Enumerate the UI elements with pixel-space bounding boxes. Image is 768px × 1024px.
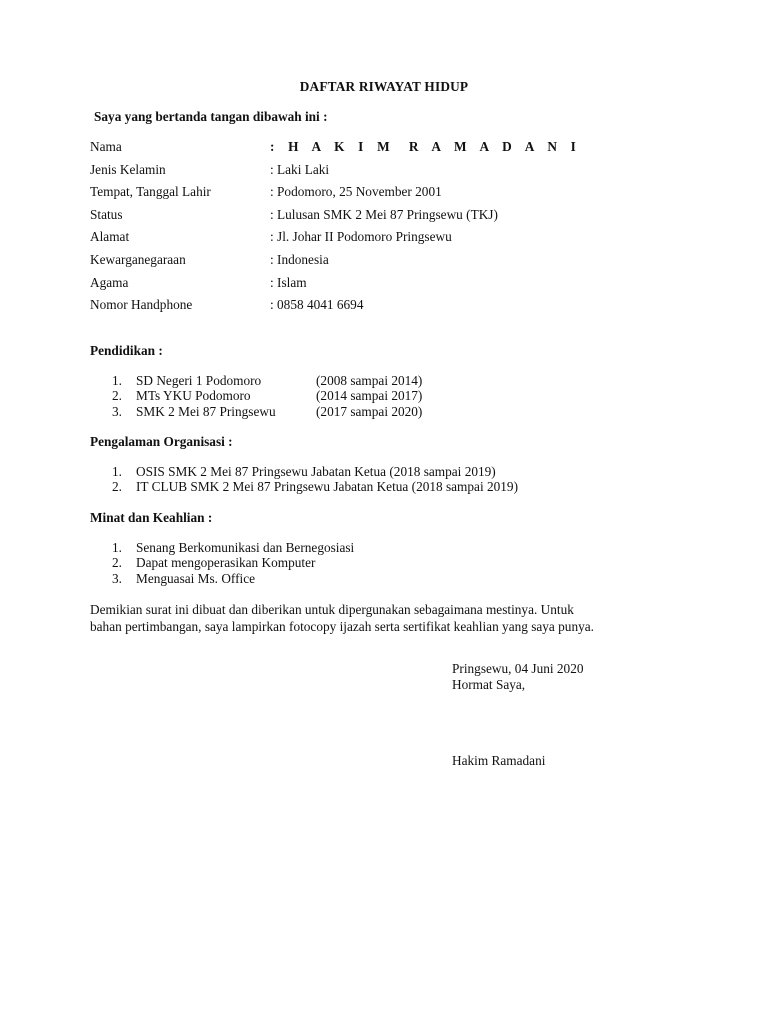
value-text: Jl. Johar II Podomoro Pringsewu — [277, 229, 452, 245]
signature-place-date: Pringsewu, 04 Juni 2020 — [452, 661, 584, 676]
school-name: MTs YKU Podomoro — [136, 388, 251, 404]
signature-greeting: Hormat Saya, — [452, 677, 526, 692]
separator: : — [270, 274, 274, 290]
personal-label: Status — [90, 206, 123, 222]
personal-label: Nama — [90, 139, 122, 154]
list-number: 1. — [112, 540, 122, 555]
list-text: Senang Berkomunikasi dan Bernegosiasi — [136, 540, 355, 555]
list-text: Menguasai Ms. Office — [136, 570, 256, 586]
list-number: 2. — [112, 479, 122, 495]
signature-name: Hakim Ramadani — [452, 753, 546, 768]
separator: : — [270, 229, 274, 245]
personal-value — [270, 229, 452, 245]
personal-value — [270, 184, 442, 200]
organization-heading: Pengalaman Organisasi : — [90, 434, 233, 449]
personal-value — [270, 162, 329, 178]
document-title: DAFTAR RIWAYAT HIDUP — [299, 79, 469, 94]
separator: : — [270, 206, 274, 222]
school-years: (2017 sampai 2020) — [316, 403, 423, 419]
list-number: 2. — [112, 555, 122, 571]
intro-statement: Saya yang bertanda tangan dibawah ini : — [94, 109, 328, 124]
list-text: Dapat mengoperasikan Komputer — [136, 555, 316, 571]
school-years: (2014 sampai 2017) — [316, 388, 423, 404]
value-text: Podomoro, 25 November 2001 — [277, 184, 442, 200]
personal-label: Alamat — [90, 229, 130, 245]
personal-value — [270, 297, 363, 313]
list-text: IT CLUB SMK 2 Mei 87 Pringsewu Jabatan Ketua (2018 sampai 2019) — [136, 479, 518, 495]
school-name: SMK 2 Mei 87 Pringsewu — [136, 403, 276, 419]
first-name: H A K I M — [288, 139, 395, 154]
education-heading: Pendidikan : — [90, 343, 163, 358]
separator: : — [270, 184, 274, 200]
personal-value — [270, 252, 329, 268]
list-number: 1. — [112, 464, 122, 479]
separator: : — [270, 297, 274, 313]
value-text: Indonesia — [277, 251, 329, 267]
list-number: 3. — [112, 403, 122, 419]
list-text: OSIS SMK 2 Mei 87 Pringsewu Jabatan Ketua (2018 sampai 2019) — [136, 464, 496, 479]
personal-value — [270, 139, 581, 155]
skills-heading: Minat dan Keahlian : — [90, 510, 213, 525]
personal-label: Nomor Handphone — [90, 297, 193, 313]
closing-line: bahan pertimbangan, saya lampirkan fotocopy ijazah serta sertifikat keahlian yang saya punya. — [90, 619, 594, 634]
last-name: R A M A D A N I — [408, 139, 582, 154]
separator: : — [270, 161, 274, 177]
personal-label: Agama — [90, 274, 129, 290]
personal-label: Jenis Kelamin — [90, 161, 166, 177]
school-name: SD Negeri 1 Podomoro — [136, 373, 262, 388]
personal-label: Kewarganegaraan — [90, 251, 186, 267]
separator: : — [270, 139, 280, 154]
list-number: 3. — [112, 570, 122, 586]
separator: : — [270, 251, 274, 267]
value-text: Lulusan SMK 2 Mei 87 Pringsewu (TKJ) — [277, 206, 498, 222]
list-number: 2. — [112, 388, 122, 404]
closing-paragraph — [90, 601, 690, 635]
personal-label: Tempat, Tanggal Lahir — [90, 184, 211, 200]
value-text: Islam — [277, 274, 307, 290]
personal-value — [270, 275, 307, 291]
value-text: Laki Laki — [277, 161, 330, 177]
personal-value — [270, 207, 498, 223]
school-years: (2008 sampai 2014) — [316, 373, 423, 388]
value-text: 0858 4041 6694 — [277, 297, 364, 313]
list-number: 1. — [112, 373, 122, 388]
closing-line: Demikian surat ini dibuat dan diberikan untuk dipergunakan sebagaimana mestinya. Untuk — [90, 602, 574, 617]
